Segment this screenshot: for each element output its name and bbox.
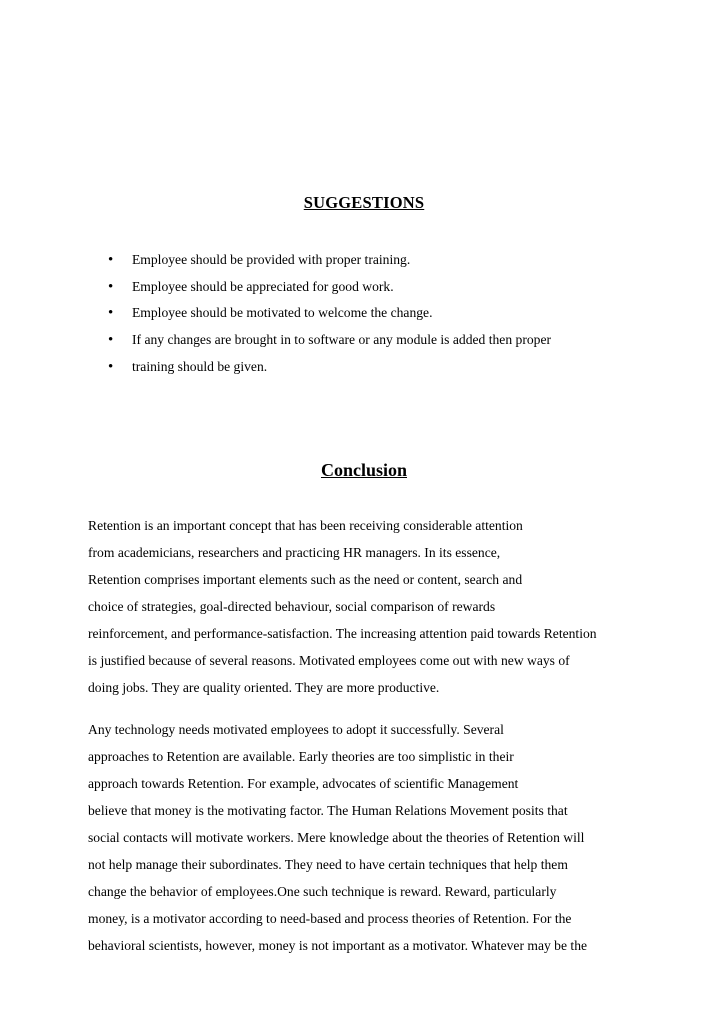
- text-line: Retention is an important concept that has been receiving considerable attention: [88, 518, 523, 533]
- bullet-icon: •: [108, 305, 114, 322]
- text-line: approaches to Retention are available. Early theories are too simplistic in their: [88, 749, 514, 764]
- list-item: [0, 250, 728, 277]
- text-line: choice of strategies, goal-directed behaviour, social comparison of rewards: [88, 599, 496, 614]
- list-item-text: training should be given.: [132, 358, 268, 374]
- text-line: from academicians, researchers and practicing HR managers. In its essence,: [88, 545, 501, 560]
- text-line: Retention comprises important elements such as the need or content, search and: [88, 572, 523, 587]
- text-line: believe that money is the motivating factor. The Human Relations Movement posits that: [88, 803, 568, 818]
- text-line: change the behavior of employees.One such technique is reward. Reward, particularly: [88, 884, 557, 899]
- list-item-text: Employee should be appreciated for good work.: [132, 278, 394, 294]
- conclusion-paragraph-2: [88, 720, 648, 963]
- text-line: social contacts will motivate workers. Mere knowledge about the theories of Retention will: [88, 830, 585, 845]
- bullet-icon: •: [108, 278, 114, 295]
- list-item: [0, 303, 728, 330]
- list-item: [0, 277, 728, 304]
- text-line: doing jobs. They are quality oriented. They are more productive.: [88, 680, 440, 695]
- text-line: reinforcement, and performance-satisfaction. The increasing attention paid towards Retention: [88, 626, 597, 641]
- suggestions-heading: SUGGESTIONS: [303, 193, 425, 212]
- conclusion-paragraph-1: [88, 516, 648, 705]
- bullet-icon: •: [108, 332, 114, 349]
- text-line: behavioral scientists, however, money is not important as a motivator. Whatever may be the: [88, 938, 588, 953]
- conclusion-heading: Conclusion: [320, 460, 408, 480]
- text-line: approach towards Retention. For example, advocates of scientific Management: [88, 776, 519, 791]
- bullet-icon: •: [108, 252, 114, 268]
- text-line: not help manage their subordinates. They need to have certain techniques that help them: [88, 857, 568, 872]
- bullet-icon: •: [108, 358, 114, 375]
- text-line: money, is a motivator according to need-based and process theories of Retention. For the: [88, 911, 572, 926]
- text-line: is justified because of several reasons. Motivated employees come out with new ways of: [88, 653, 570, 668]
- suggestions-list: [0, 250, 728, 383]
- text-line: Any technology needs motivated employees to adopt it successfully. Several: [88, 722, 504, 737]
- list-item-text: Employee should be motivated to welcome the change.: [132, 305, 433, 321]
- list-item: [0, 330, 728, 357]
- list-item-text: If any changes are brought in to software or any module is added then proper: [132, 332, 552, 348]
- list-item-text: Employee should be provided with proper training.: [132, 252, 411, 267]
- list-item: [0, 357, 728, 384]
